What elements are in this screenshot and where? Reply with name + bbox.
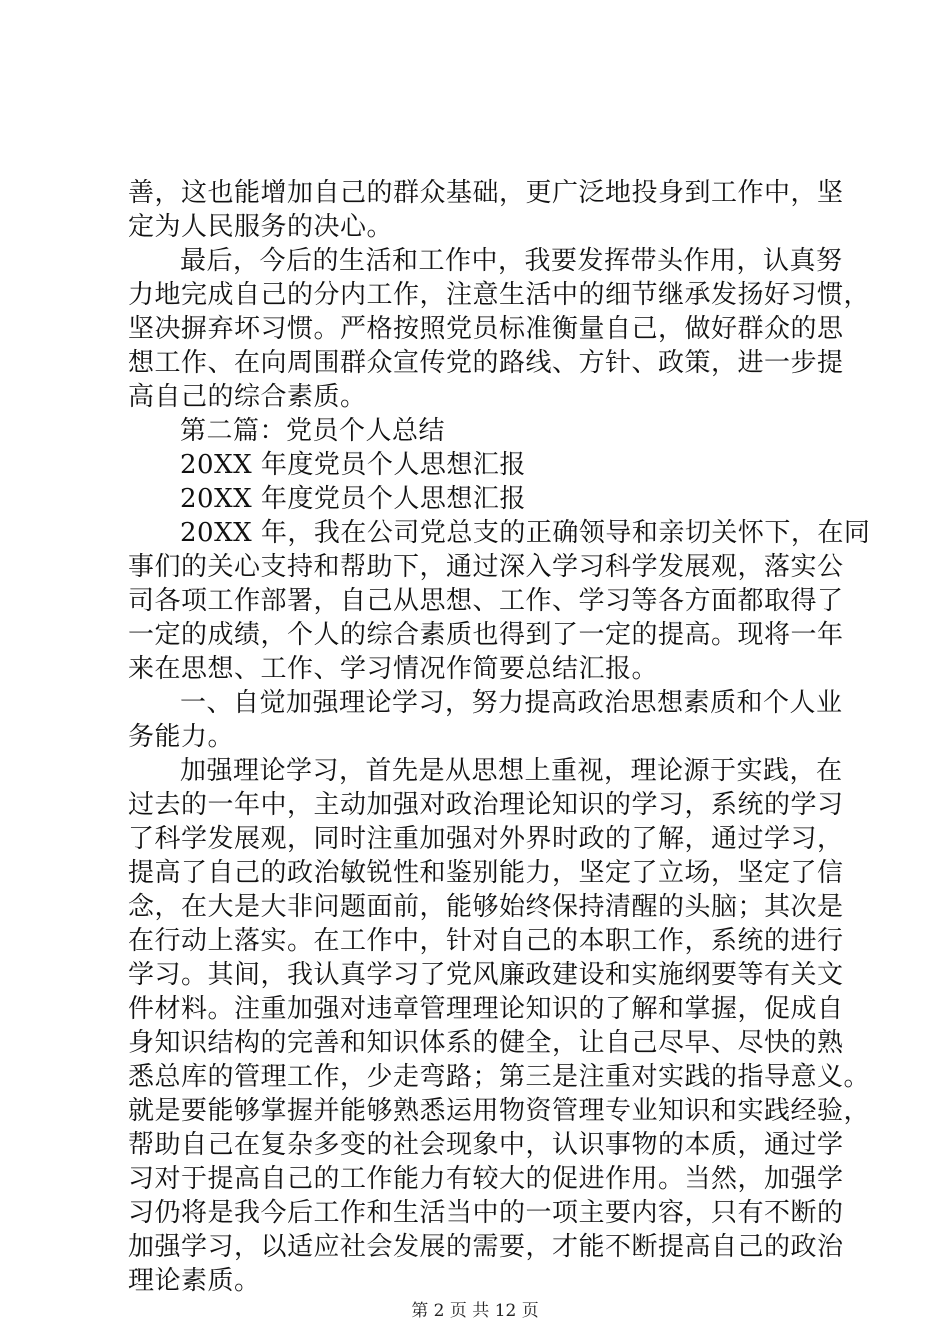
body-text-line: 件材料。注重加强对违章管理理论知识的了解和掌握，促成自 [128,994,844,1024]
body-text-line: 帮助自己在复杂多变的社会现象中，认识事物的本质，通过学 [128,1130,844,1160]
section-heading: 第二篇：党员个人总结 [180,416,446,446]
body-text-line: 提高了自己的政治敏锐性和鉴别能力，坚定了立场，坚定了信 [128,858,844,888]
body-text-line: 20XX 年，我在公司党总支的正确领导和亲切关怀下，在同 [180,518,871,548]
body-text-line: 习仍将是我今后工作和生活当中的一项主要内容，只有不断的 [128,1198,844,1228]
body-text-line: 学习。其间，我认真学习了党风廉政建设和实施纲要等有关文 [128,960,844,990]
page-number-footer: 第 2 页 共 12 页 [411,1301,539,1321]
body-text-line: 理论素质。 [128,1266,261,1296]
body-text-line: 悉总库的管理工作，少走弯路；第三是注重对实践的指导意义。 [128,1062,871,1092]
body-text-line: 最后，今后的生活和工作中，我要发挥带头作用，认真努 [180,246,843,276]
body-text-line: 了科学发展观，同时注重加强对外界时政的了解，通过学习， [128,824,844,854]
body-text-line: 来在思想、工作、学习情况作简要总结汇报。 [128,654,659,684]
body-text-line: 善，这也能增加自己的群众基础，更广泛地投身到工作中，坚 [128,178,844,208]
body-text-line: 司各项工作部署，自己从思想、工作、学习等各方面都取得了 [128,586,844,616]
body-text-line: 身知识结构的完善和知识体系的健全，让自己尽早、尽快的熟 [128,1028,844,1058]
subsection-heading: 一、自觉加强理论学习，努力提高政治思想素质和个人业 [180,688,843,718]
body-text-line: 定为人民服务的决心。 [128,212,394,242]
body-text-line: 加强学习，以适应社会发展的需要，才能不断提高自己的政治 [128,1232,844,1262]
subsection-heading: 务能力。 [128,722,235,752]
body-text-line: 习对于提高自己的工作能力有较大的促进作用。当然，加强学 [128,1164,844,1194]
document-title: 20XX 年度党员个人思想汇报 [180,450,526,480]
body-text-line: 在行动上落实。在工作中，针对自己的本职工作，系统的进行 [128,926,844,956]
body-text-line: 念，在大是大非问题面前，能够始终保持清醒的头脑；其次是 [128,892,844,922]
body-text-line: 坚决摒弃坏习惯。严格按照党员标准衡量自己，做好群众的思 [128,314,844,344]
body-text-line: 事们的关心支持和帮助下，通过深入学习科学发展观，落实公 [128,552,844,582]
body-text-line: 过去的一年中，主动加强对政治理论知识的学习，系统的学习 [128,790,844,820]
body-text-line: 高自己的综合素质。 [128,382,367,412]
body-text-line: 一定的成绩，个人的综合素质也得到了一定的提高。现将一年 [128,620,844,650]
body-text-line: 加强理论学习，首先是从思想上重视，理论源于实践，在 [180,756,843,786]
body-text-line: 就是要能够掌握并能够熟悉运用物资管理专业知识和实践经验， [128,1096,871,1126]
body-text-line: 想工作、在向周围群众宣传党的路线、方针、政策，进一步提 [128,348,844,378]
body-text-line: 力地完成自己的分内工作，注意生活中的细节继承发扬好习惯， [128,280,871,310]
document-title: 20XX 年度党员个人思想汇报 [180,484,526,514]
